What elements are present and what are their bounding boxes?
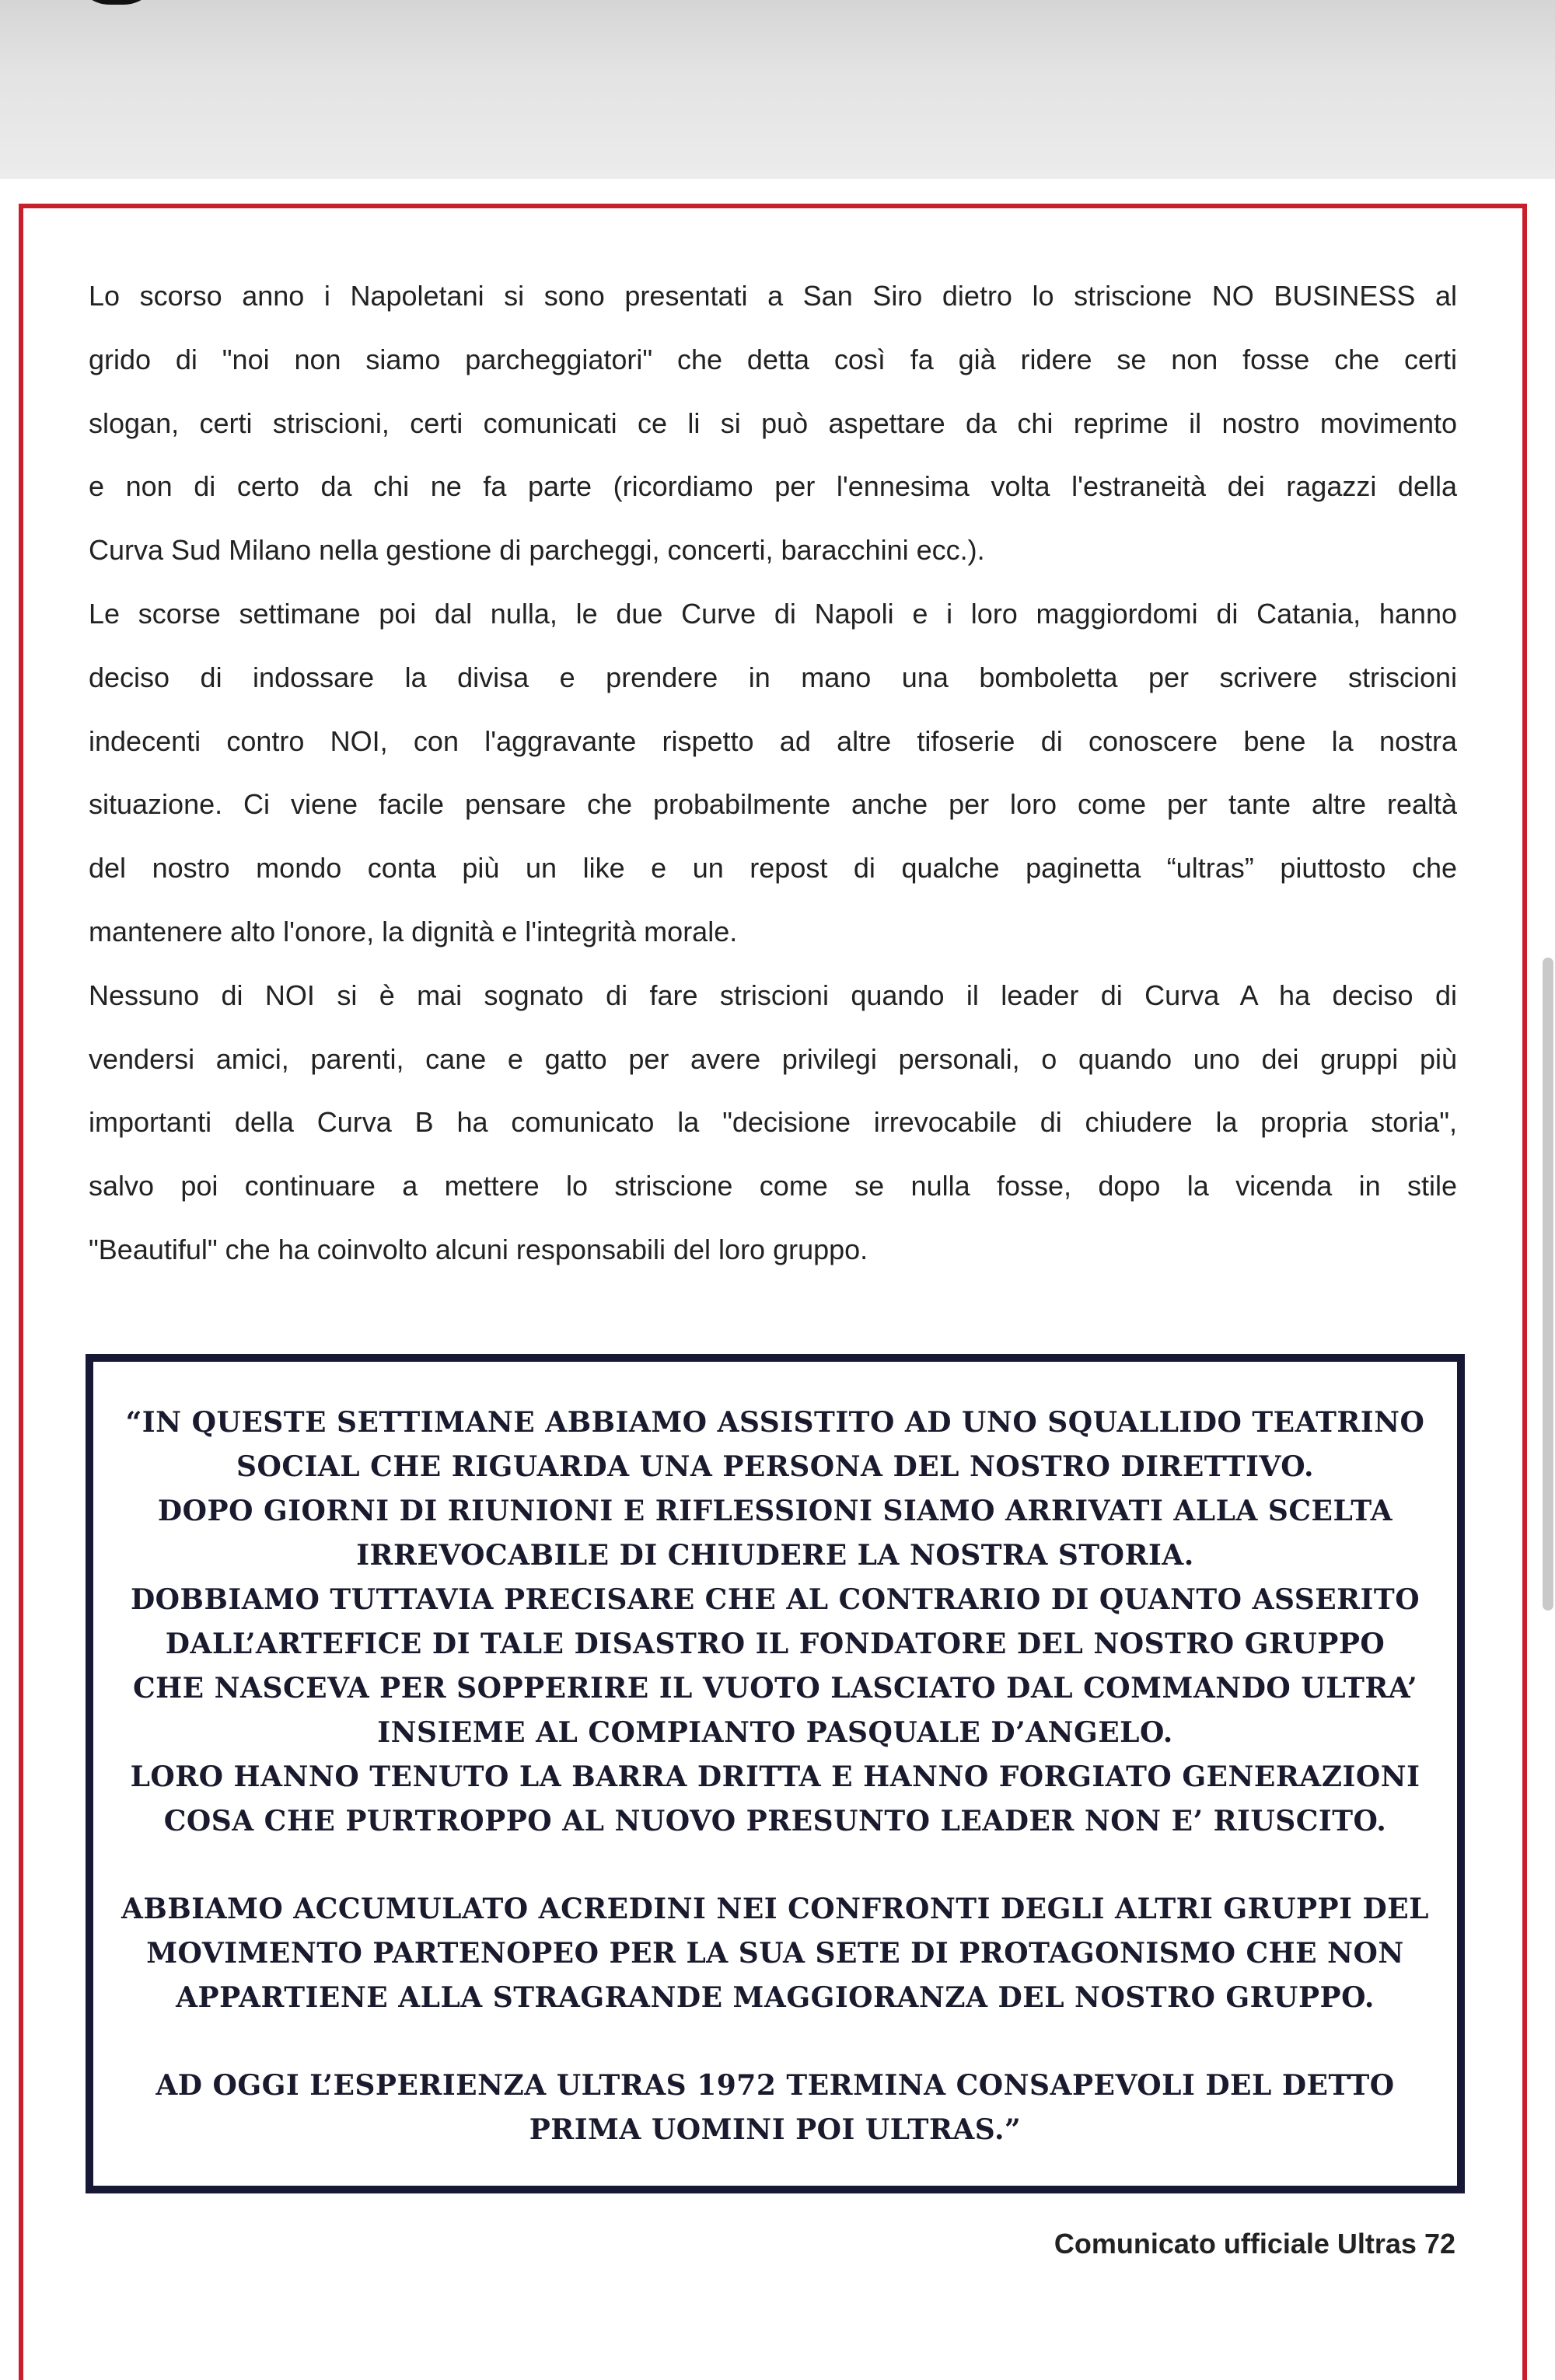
quote-line: ABBIAMO ACCUMULATO ACREDINI NEI CONFRONTI DEGLI ALTRI GRUPPI DEL	[121, 1893, 1429, 1925]
quote-box	[86, 1354, 1465, 2193]
quote-line: IRREVOCABILE DI CHIUDERE LA NOSTRA STORIA.	[356, 1539, 1194, 1572]
text-line: indecenti contro NOI, con l'aggravante rispetto ad altre tifoserie di conoscere bene la nostra	[89, 724, 1457, 757]
text-line: importanti della Curva B ha comunicato la "decisione irrevocabile di chiudere la propria storia",	[89, 1106, 1457, 1139]
text-line: Curva Sud Milano nella gestione di parcheggi, concerti, baracchini ecc.).	[89, 534, 985, 567]
text-line: salvo poi continuare a mettere lo striscione come se nulla fosse, dopo la vicenda in stile	[89, 1170, 1457, 1202]
text-line: Le scorse settimane poi dal nulla, le due Curve di Napoli e i loro maggiordomi di Catania, hanno	[89, 597, 1457, 630]
text-line: e non di certo da chi ne fa parte (ricordiamo per l'ennesima volta l'estraneità dei ragazzi della	[89, 470, 1457, 503]
text-line: del nostro mondo conta più un like e un repost di qualche paginetta “ultras” piuttosto che	[89, 852, 1457, 885]
quote-line: LORO HANNO TENUTO LA BARRA DRITTA E HANNO FORGIATO GENERAZIONI	[130, 1761, 1420, 1793]
text-line: grido di "noi non siamo parcheggiatori" che detta così fa già ridere se non fosse che certi	[89, 343, 1457, 375]
text-line: deciso di indossare la divisa e prendere in mano una bomboletta per scrivere striscioni	[89, 661, 1457, 693]
quote-line: AD OGGI L’ESPERIENZA ULTRAS 1972 TERMINA CONSAPEVOLI DEL DETTO	[156, 2069, 1395, 2102]
quote-line: “IN QUESTE SETTIMANE ABBIAMO ASSISTITO AD UNO SQUALLIDO TEATRINO	[125, 1406, 1425, 1439]
quote-line: DOPO GIORNI DI RIUNIONI E RIFLESSIONI SIAMO ARRIVATI ALLA SCELTA	[157, 1495, 1393, 1527]
quote-line: CHE NASCEVA PER SOPPERIRE IL VUOTO LASCIATO DAL COMMANDO ULTRA’	[133, 1672, 1417, 1705]
quote-line: COSA CHE PURTROPPO AL NUOVO PRESUNTO LEADER NON E’ RIUSCITO.	[163, 1805, 1387, 1837]
quote-line: DALL’ARTEFICE DI TALE DISASTRO IL FONDATORE DEL NOSTRO GRUPPO	[165, 1628, 1386, 1660]
body-text	[89, 264, 1457, 1282]
quote-line: DOBBIAMO TUTTAVIA PRECISARE CHE AL CONTRARIO DI QUANTO ASSERITO	[130, 1583, 1420, 1616]
text-line: Lo scorso anno i Napoletani si sono presentati a San Siro dietro lo striscione NO BUSINESS al	[89, 280, 1457, 312]
paragraph-2	[89, 582, 1457, 964]
quote-block-1	[114, 1401, 1436, 1844]
text-line: mantenere alto l'onore, la dignità e l'integrità morale.	[89, 915, 738, 947]
quote-line: PRIMA UOMINI POI ULTRAS.”	[529, 2113, 1022, 2146]
quote-block-3	[114, 2064, 1436, 2152]
scrollbar[interactable]	[1543, 958, 1553, 1611]
quote-block-2	[114, 1887, 1436, 2020]
paragraph-3	[89, 964, 1457, 1282]
paragraph-1	[89, 264, 1457, 582]
back-button[interactable]	[74, 0, 159, 5]
quote-line: INSIEME AL COMPIANTO PASQUALE D’ANGELO.	[377, 1716, 1173, 1749]
text-line: "Beautiful" che ha coinvolto alcuni responsabili del loro gruppo.	[89, 1233, 868, 1265]
text-line: vendersi amici, parenti, cane e gatto per avere privilegi personali, o quando uno dei gruppi più	[89, 1042, 1457, 1075]
signature: Comunicato ufficiale Ultras 72	[1054, 2228, 1455, 2260]
quote-line: APPARTIENE ALLA STRAGRANDE MAGGIORANZA DEL NOSTRO GRUPPO.	[176, 1981, 1375, 2014]
text-line: slogan, certi striscioni, certi comunicati ce li si può aspettare da chi reprime il nostro movimento	[89, 407, 1457, 439]
quote-line: SOCIAL CHE RIGUARDA UNA PERSONA DEL NOSTRO DIRETTIVO.	[236, 1450, 1314, 1483]
app-header-bar	[0, 0, 1555, 179]
text-line: situazione. Ci viene facile pensare che probabilmente anche per loro come per tante altre realtà	[89, 788, 1457, 821]
text-line: Nessuno di NOI si è mai sognato di fare striscioni quando il leader di Curva A ha deciso di	[89, 979, 1457, 1011]
quote-line: MOVIMENTO PARTENOPEO PER LA SUA SETE DI PROTAGONISMO CHE NON	[146, 1937, 1404, 1970]
